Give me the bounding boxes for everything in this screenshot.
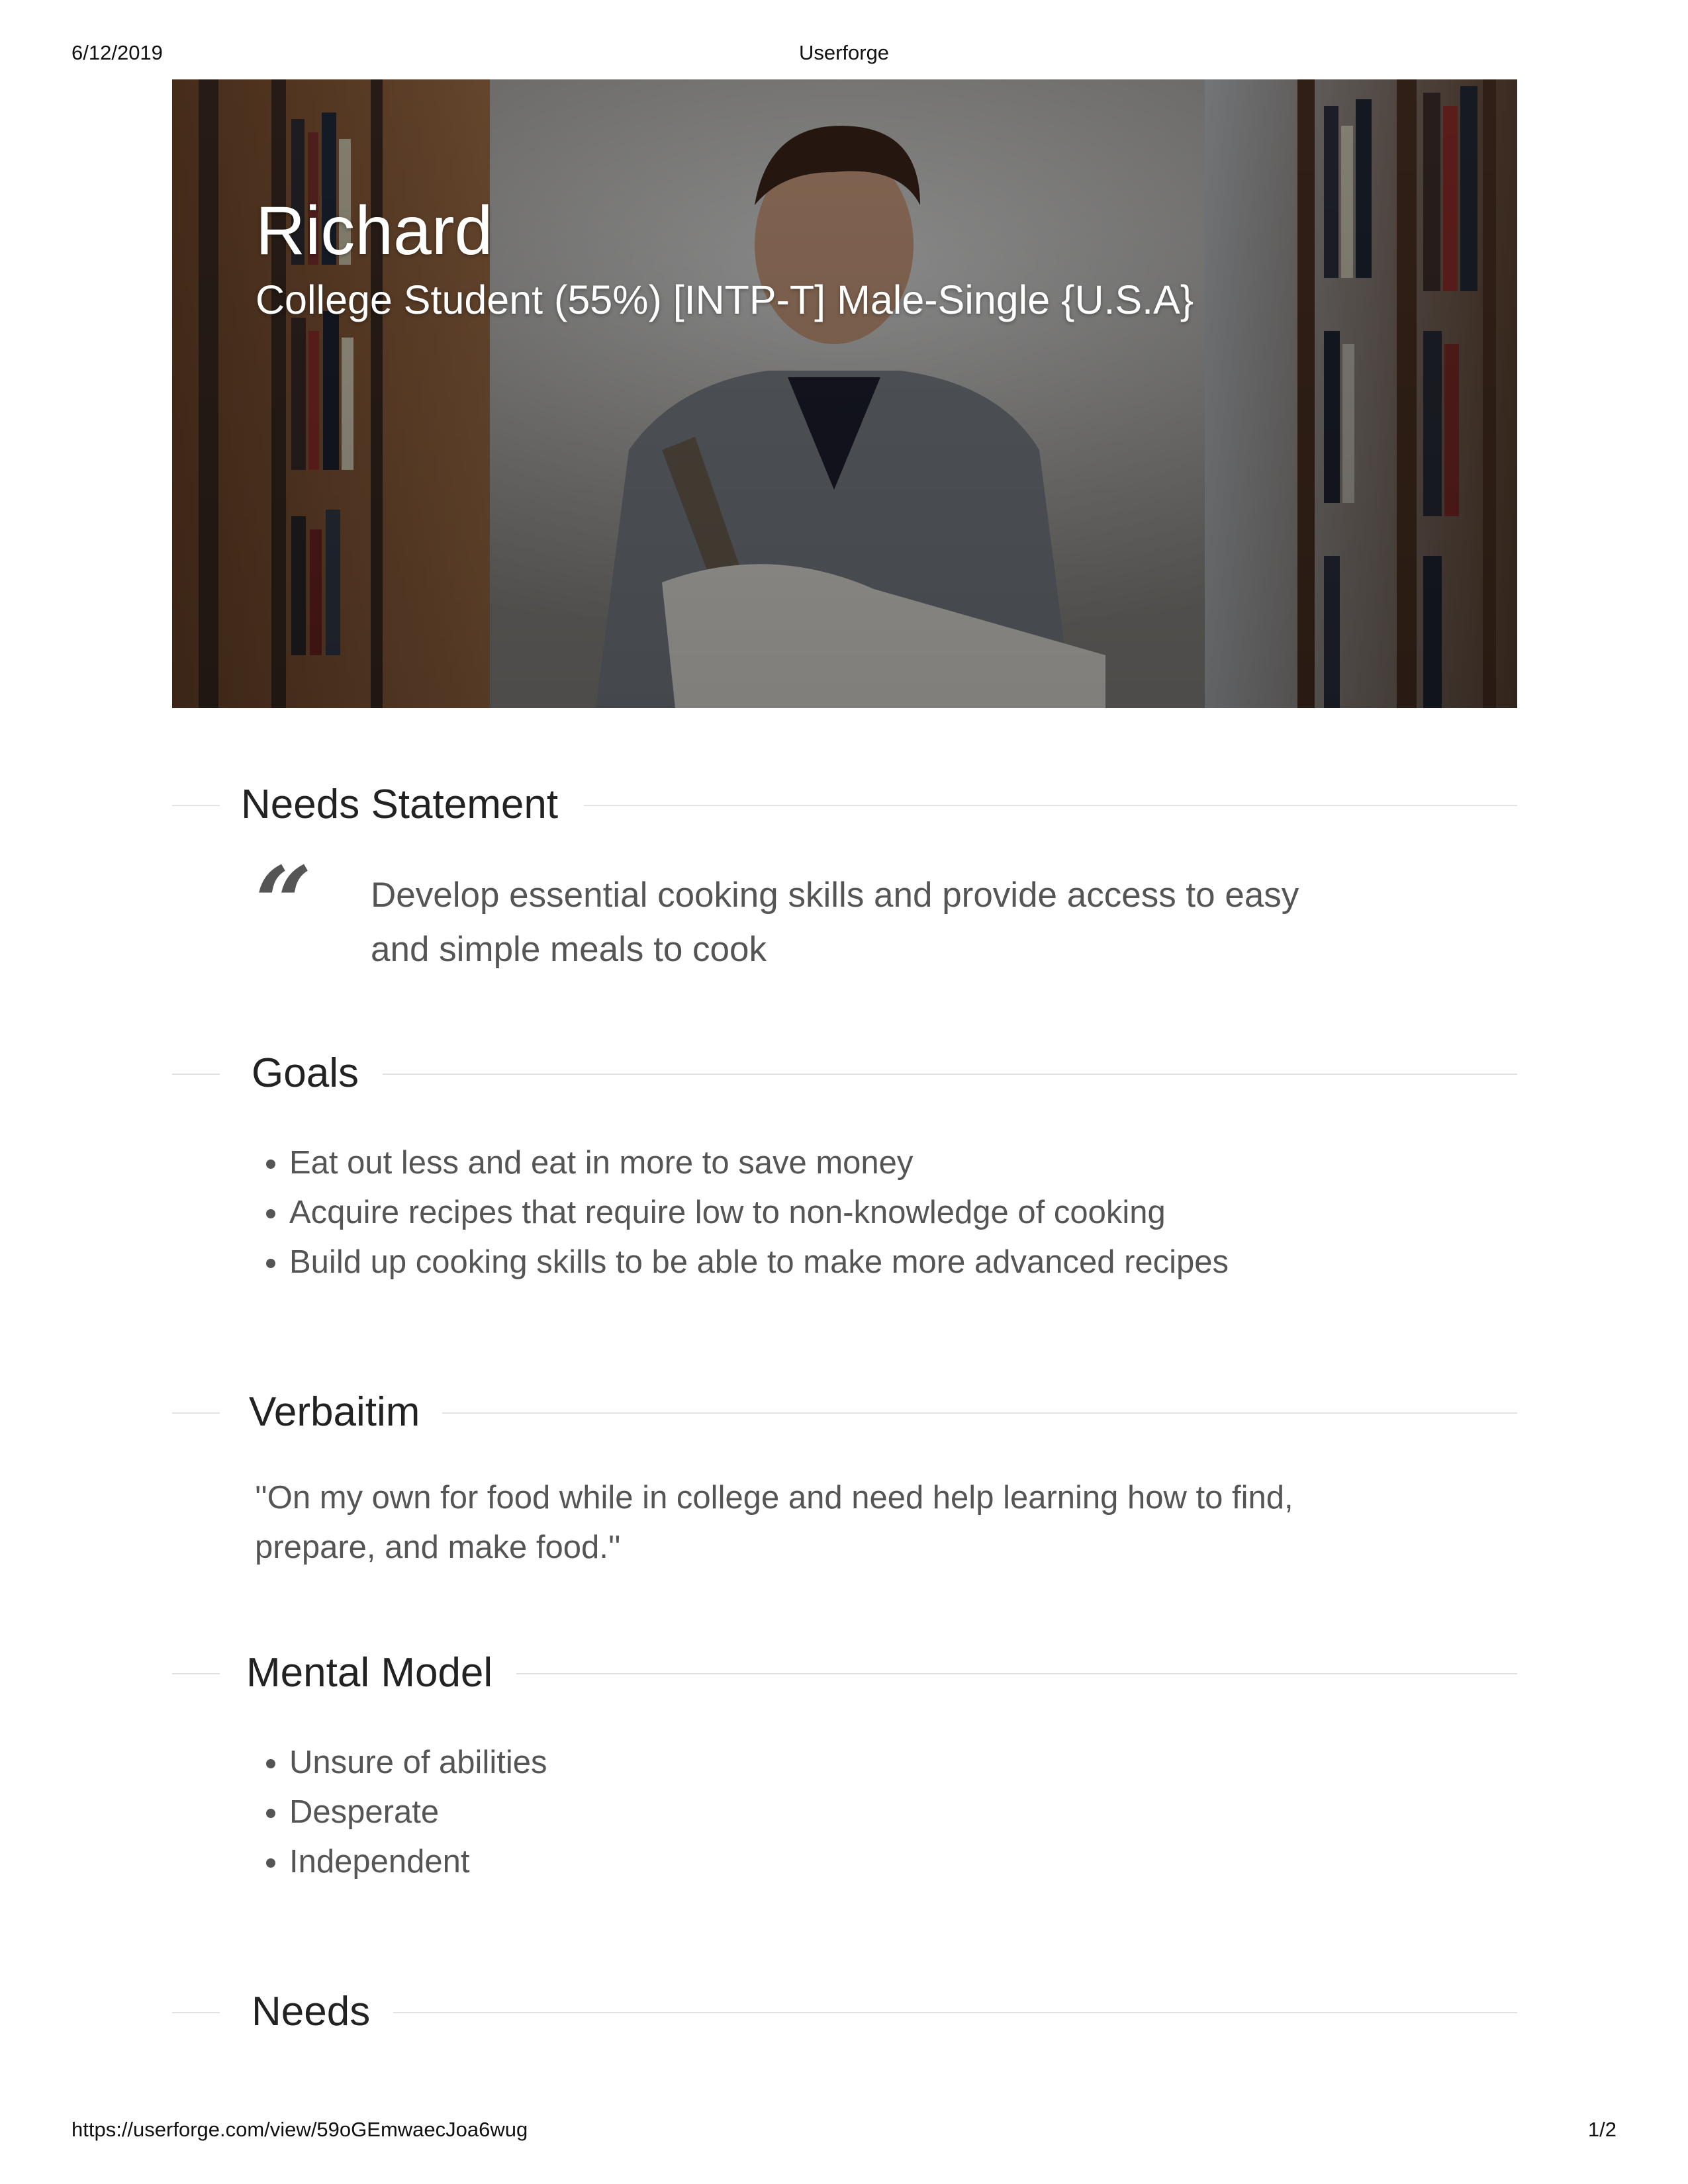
section-divider bbox=[584, 805, 1517, 806]
list-item: • Independent bbox=[289, 1837, 547, 1887]
section-title: Needs Statement bbox=[241, 782, 559, 827]
section-divider bbox=[172, 1412, 220, 1414]
section-divider bbox=[172, 1073, 220, 1075]
section-needs bbox=[172, 1985, 1517, 2038]
verbatim-quote: ''On my own for food while in college and need help learning how to find, prepare, and make food.'' bbox=[255, 1480, 1293, 1565]
print-url: https://userforge.com/view/59oGEmwaecJoa6wug bbox=[71, 2118, 528, 2141]
section-goals bbox=[172, 1047, 1517, 1100]
section-mental-model bbox=[172, 1647, 1517, 1700]
print-title: Userforge bbox=[798, 41, 890, 64]
needs-statement-text: Develop essential cooking skills and provide access to easy and simple meals to cook bbox=[371, 876, 1299, 969]
section-divider bbox=[383, 1073, 1517, 1075]
print-page-number: 1/2 bbox=[1587, 2118, 1617, 2141]
section-divider bbox=[393, 2012, 1517, 2013]
section-title: Mental Model bbox=[246, 1650, 493, 1696]
print-date: 6/12/2019 bbox=[71, 41, 163, 64]
hero-photo bbox=[172, 79, 1517, 708]
section-divider bbox=[442, 1412, 1517, 1414]
mental-model-list bbox=[255, 1738, 547, 1887]
list-item: • Build up cooking skills to be able to make more advanced recipes bbox=[289, 1238, 1229, 1287]
list-item: • Desperate bbox=[289, 1788, 547, 1837]
list-item: • Unsure of abilities bbox=[289, 1738, 547, 1788]
section-title: Goals bbox=[252, 1050, 359, 1096]
goals-list bbox=[255, 1138, 1229, 1287]
section-divider bbox=[172, 1673, 220, 1674]
section-title: Needs bbox=[252, 1989, 371, 2034]
list-item: • Eat out less and eat in more to save money bbox=[289, 1138, 1229, 1188]
section-divider bbox=[172, 2012, 220, 2013]
section-needs-statement bbox=[172, 778, 1517, 831]
section-divider bbox=[516, 1673, 1517, 1674]
section-title: Verbaitim bbox=[249, 1389, 420, 1435]
persona-name: Richard bbox=[256, 193, 493, 269]
open-quote-icon: “ bbox=[255, 845, 312, 962]
persona-hero-banner bbox=[172, 79, 1517, 708]
section-verbatim bbox=[172, 1386, 1517, 1439]
section-divider bbox=[172, 805, 220, 806]
list-item: • Acquire recipes that require low to non-knowledge of cooking bbox=[289, 1188, 1229, 1238]
persona-subtitle: College Student (55%) [INTP-T] Male-Single {U.S.A} bbox=[256, 277, 1194, 322]
